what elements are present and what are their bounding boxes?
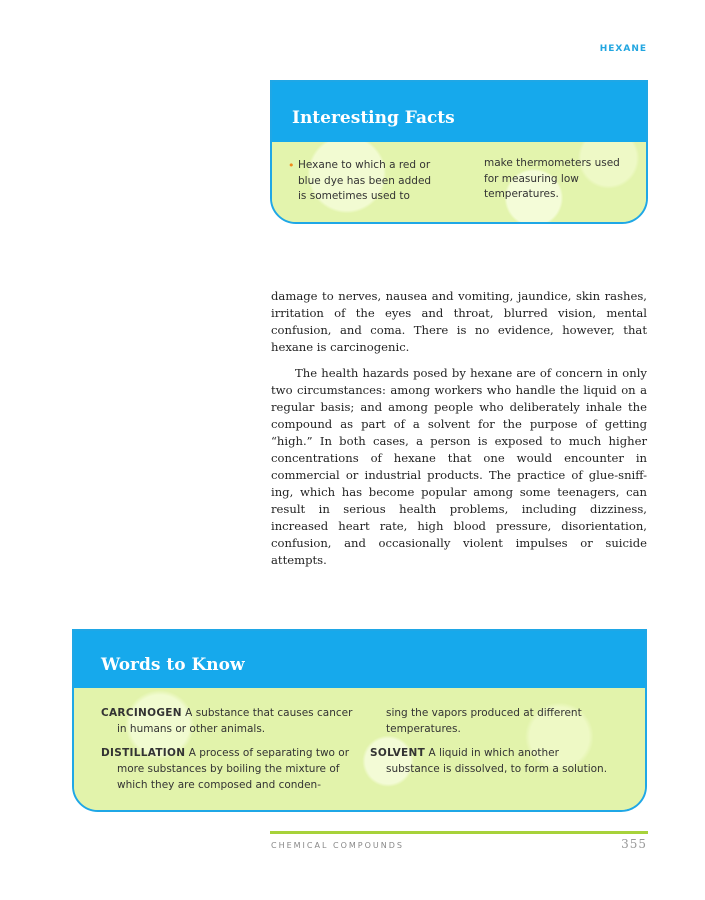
paragraph: damage to nerves, nausea and vomiting, jaundice, skin rashes, irritation of the eyes and throat, blurred vision, mental confusion, and coma. There is no evidence, however, that hexane is carcinogenic. — [271, 289, 647, 354]
glossary-entry — [370, 745, 615, 777]
words-header — [74, 631, 645, 688]
glossary-continuation: sing the vapors produced at different temperatures. — [386, 707, 582, 735]
facts-header — [272, 82, 646, 142]
facts-line: is sometimes used to — [298, 190, 410, 202]
words-body — [74, 688, 645, 810]
glossary-entry — [101, 745, 356, 793]
facts-line: temperatures. — [484, 188, 559, 200]
glossary-definition: A substance that causes cancer in humans or other animals. — [117, 707, 353, 735]
glossary-term: SOLVENT — [370, 747, 426, 759]
facts-title: Interesting Facts — [292, 108, 455, 128]
words-to-know-box — [72, 629, 647, 812]
facts-body — [272, 142, 646, 222]
facts-line: for measuring low — [484, 172, 579, 185]
glossary-entry — [101, 705, 356, 737]
glossary-definition: A liquid in which another substance is dissolved, to form a solution. — [386, 747, 608, 775]
glossary-term: CARCINOGEN — [101, 707, 182, 719]
page-number: 355 — [621, 837, 647, 851]
facts-line: make thermometers used — [484, 157, 620, 169]
article-body — [271, 288, 647, 569]
interesting-facts-box — [270, 80, 648, 224]
bullet-icon: • — [288, 159, 295, 172]
footer-rule — [270, 831, 648, 834]
words-column-right — [370, 705, 615, 785]
running-head: HEXANE — [599, 44, 647, 54]
facts-line: Hexane to which a red or — [298, 159, 431, 171]
words-column-left — [101, 705, 356, 801]
footer-title: CHEMICAL COMPOUNDS — [271, 841, 404, 850]
glossary-term: DISTILLATION — [101, 747, 186, 759]
glossary-definition: A process of separating two or more substances by boiling the mixture of which they are composed and conden- — [117, 747, 350, 791]
words-title: Words to Know — [101, 655, 245, 675]
facts-column-left — [288, 158, 458, 205]
paragraph: The health hazards posed by hexane are of concern in only two circumstances: among workers who handle the liquid on a regular basis; and among people who deliberately inhale the compound as part of a solvent for the purpose of getting “high.” In both cases, a person is exposed to much higher concentrations of hexane that one would encounter in commercial or industrial products. The practice of glue-sniff-ing, which has become popular among some teenagers, can result in serious health problems, including dizziness, increased heart rate, high blood pressure, disorientation, confusion, and occasionally violent impulses or suicide attempts. — [271, 366, 647, 567]
facts-line: blue dye has been added — [298, 174, 432, 187]
facts-column-right — [484, 156, 634, 203]
